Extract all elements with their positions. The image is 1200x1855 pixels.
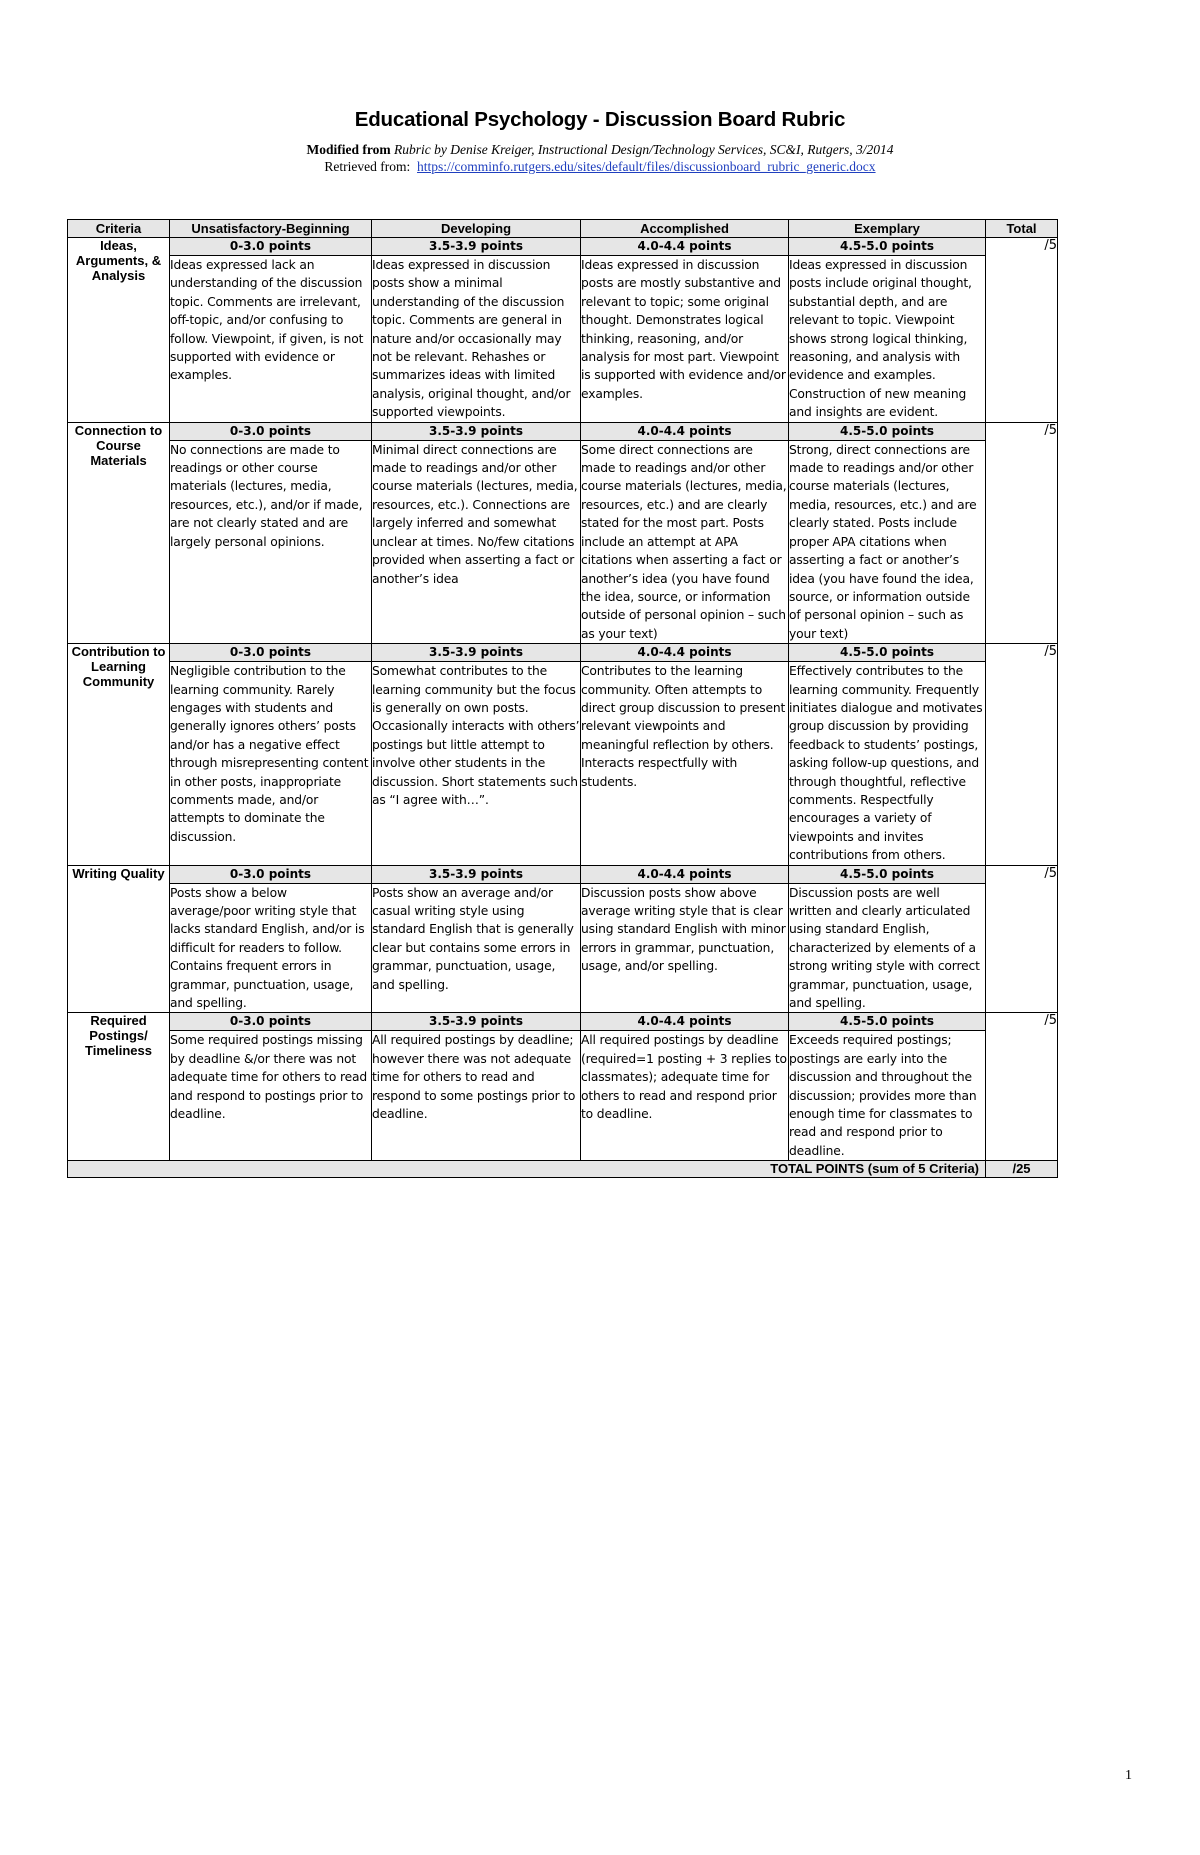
- points-range-exemplary: 4.5-5.0 points: [789, 238, 986, 256]
- header-row: [68, 220, 1058, 238]
- retrieved-from-line: [0, 159, 1200, 175]
- rubric-points-row: [68, 865, 1058, 883]
- description-developing: Somewhat contributes to the learning community but the focus is generally on own posts. Occasionally interacts with others’ postings but little attempt to involve other students in the discussion. Short statements such as “I agree with…”.: [372, 662, 581, 865]
- header-accomplished: Accomplished: [581, 220, 789, 238]
- description-developing: Minimal direct connections are made to readings and/or other course materials (lectures, media, resources, etc.). Connections are largely inferred and somewhat unclear at times. No/few citations provided when asserting a fact or another’s idea: [372, 440, 581, 643]
- description-developing: Posts show an average and/or casual writing style using standard English that is generally clear but contains some errors in grammar, punctuation, usage, and spelling.: [372, 883, 581, 1013]
- description-unsatisfactory: Negligible contribution to the learning community. Rarely engages with students and generally ignores others’ posts and/or has a negative effect through misrepresenting content in other posts, inappropriate comments made, and/or attempts to dominate the discussion.: [170, 662, 372, 865]
- rubric-points-row: [68, 1013, 1058, 1031]
- rubric-description-row: [68, 662, 1058, 865]
- points-range-accomplished: 4.0-4.4 points: [581, 422, 789, 440]
- description-unsatisfactory: Ideas expressed lack an understanding of the discussion topic. Comments are irrelevant, off-topic, and/or confusing to follow. Viewpoint, if given, is not supported with evidence or examples.: [170, 256, 372, 423]
- header-exemplary: Exemplary: [789, 220, 986, 238]
- description-unsatisfactory: Some required postings missing by deadline &/or there was not adequate time for others to read and respond to postings prior to deadline.: [170, 1031, 372, 1161]
- header-unsatisfactory: Unsatisfactory-Beginning: [170, 220, 372, 238]
- rubric-points-row: [68, 644, 1058, 662]
- row-total-cell: /5: [986, 1013, 1058, 1161]
- description-accomplished: Discussion posts show above average writing style that is clear using standard English with minor errors in grammar, punctuation, usage, and/or spelling.: [581, 883, 789, 1013]
- criteria-cell: Required Postings/ Timeliness: [68, 1013, 170, 1161]
- points-range-developing: 3.5-3.9 points: [372, 1013, 581, 1031]
- row-total-cell: /5: [986, 644, 1058, 865]
- description-exemplary: Effectively contributes to the learning community. Frequently initiates dialogue and motivates group discussion by providing feedback to students’ postings, asking follow-up questions, and through thoughtful, reflective comments. Respectfully encourages a variety of viewpoints and invites contributions from others.: [789, 662, 986, 865]
- total-points-value: /25: [986, 1161, 1058, 1178]
- description-exemplary: Strong, direct connections are made to readings and/or other course materials (lectures, media, resources, etc.) and are clearly stated. Posts include proper APA citations when asserting a fact or another’s idea (you have found the idea, source, or information outside of personal opinion – such as your text): [789, 440, 986, 643]
- description-accomplished: Some direct connections are made to readings and/or other course materials (lectures, media, resources, etc.) and are clearly stated for the most part. Posts include an attempt at APA citations when asserting a fact or another’s idea (you have found the idea, source, or information outside of personal opinion – such as your text): [581, 440, 789, 643]
- points-range-exemplary: 4.5-5.0 points: [789, 422, 986, 440]
- points-range-unsatisfactory: 0-3.0 points: [170, 422, 372, 440]
- header-criteria: Criteria: [68, 220, 170, 238]
- points-range-unsatisfactory: 0-3.0 points: [170, 238, 372, 256]
- rubric-points-row: [68, 238, 1058, 256]
- rubric-description-row: [68, 1031, 1058, 1161]
- description-accomplished: All required postings by deadline (required=1 posting + 3 replies to classmates); adequate time for others to read and respond prior to deadline.: [581, 1031, 789, 1161]
- points-range-developing: 3.5-3.9 points: [372, 238, 581, 256]
- rubric-description-row: [68, 440, 1058, 643]
- points-range-unsatisfactory: 0-3.0 points: [170, 644, 372, 662]
- points-range-unsatisfactory: 0-3.0 points: [170, 865, 372, 883]
- row-total-cell: /5: [986, 865, 1058, 1013]
- description-accomplished: Contributes to the learning community. Often attempts to direct group discussion to present relevant viewpoints and meaningful reflection by others. Interacts respectfully with students.: [581, 662, 789, 865]
- header-total: Total: [986, 220, 1058, 238]
- description-developing: Ideas expressed in discussion posts show a minimal understanding of the discussion topic. Comments are general in nature and/or occasionally may not be relevant. Rehashes or summarizes ideas with limited analysis, original thought, and/or supported viewpoints.: [372, 256, 581, 423]
- description-unsatisfactory: Posts show a below average/poor writing style that lacks standard English, and/or is difficult for readers to follow. Contains frequent errors in grammar, punctuation, usage, and spelling.: [170, 883, 372, 1013]
- modified-from-prefix: Modified from: [306, 142, 391, 157]
- modified-from-source: Rubric by Denise Kreiger, Instructional Design/Technology Services, SC&I, Rutgers, 3/2014: [393, 142, 894, 157]
- page-title: Educational Psychology - Discussion Board Rubric: [354, 108, 846, 131]
- criteria-cell: Ideas, Arguments, & Analysis: [68, 238, 170, 423]
- rubric-points-row: [68, 422, 1058, 440]
- row-total-cell: /5: [986, 422, 1058, 643]
- description-developing: All required postings by deadline; however there was not adequate time for others to read and respond to some postings prior to deadline.: [372, 1031, 581, 1161]
- points-range-accomplished: 4.0-4.4 points: [581, 644, 789, 662]
- points-range-accomplished: 4.0-4.4 points: [581, 865, 789, 883]
- points-range-developing: 3.5-3.9 points: [372, 865, 581, 883]
- description-accomplished: Ideas expressed in discussion posts are mostly substantive and relevant to topic; some original thought. Demonstrates logical thinking, reasoning, and/or analysis for most part. Viewpoint is supported with evidence and/or examples.: [581, 256, 789, 423]
- points-range-developing: 3.5-3.9 points: [372, 422, 581, 440]
- points-range-accomplished: 4.0-4.4 points: [581, 238, 789, 256]
- criteria-cell: Contribution to Learning Community: [68, 644, 170, 865]
- points-range-accomplished: 4.0-4.4 points: [581, 1013, 789, 1031]
- row-total-cell: /5: [986, 238, 1058, 423]
- retrieved-url-link[interactable]: https://comminfo.rutgers.edu/sites/default/files/discussionboard_rubric_generic.docx: [417, 159, 876, 174]
- modified-from-line: [0, 142, 1200, 158]
- description-exemplary: Discussion posts are well written and clearly articulated using standard English, characterized by elements of a strong writing style with correct grammar, punctuation, usage, and spelling.: [789, 883, 986, 1013]
- points-range-exemplary: 4.5-5.0 points: [789, 865, 986, 883]
- description-exemplary: Exceeds required postings; postings are early into the discussion and throughout the discussion; provides more than enough time for classmates to read and respond prior to deadline.: [789, 1031, 986, 1161]
- points-range-developing: 3.5-3.9 points: [372, 644, 581, 662]
- description-unsatisfactory: No connections are made to readings or other course materials (lectures, media, resources, etc.), and/or if made, are not clearly stated and are largely personal opinions.: [170, 440, 372, 643]
- rubric-description-row: [68, 883, 1058, 1013]
- total-points-row: [68, 1161, 1058, 1178]
- points-range-unsatisfactory: 0-3.0 points: [170, 1013, 372, 1031]
- description-exemplary: Ideas expressed in discussion posts include original thought, substantial depth, and are relevant to topic. Viewpoint shows strong logical thinking, reasoning, and analysis with evidence and examples. Construction of new meaning and insights are evident.: [789, 256, 986, 423]
- page-number: 1: [1125, 1768, 1132, 1783]
- points-range-exemplary: 4.5-5.0 points: [789, 644, 986, 662]
- criteria-cell: Writing Quality: [68, 865, 170, 1013]
- points-range-exemplary: 4.5-5.0 points: [789, 1013, 986, 1031]
- total-points-label: TOTAL POINTS (sum of 5 Criteria): [68, 1161, 986, 1178]
- header-developing: Developing: [372, 220, 581, 238]
- rubric-table: [67, 219, 1058, 1178]
- criteria-cell: Connection to Course Materials: [68, 422, 170, 643]
- rubric-description-row: [68, 256, 1058, 423]
- retrieved-label: Retrieved from:: [324, 159, 411, 174]
